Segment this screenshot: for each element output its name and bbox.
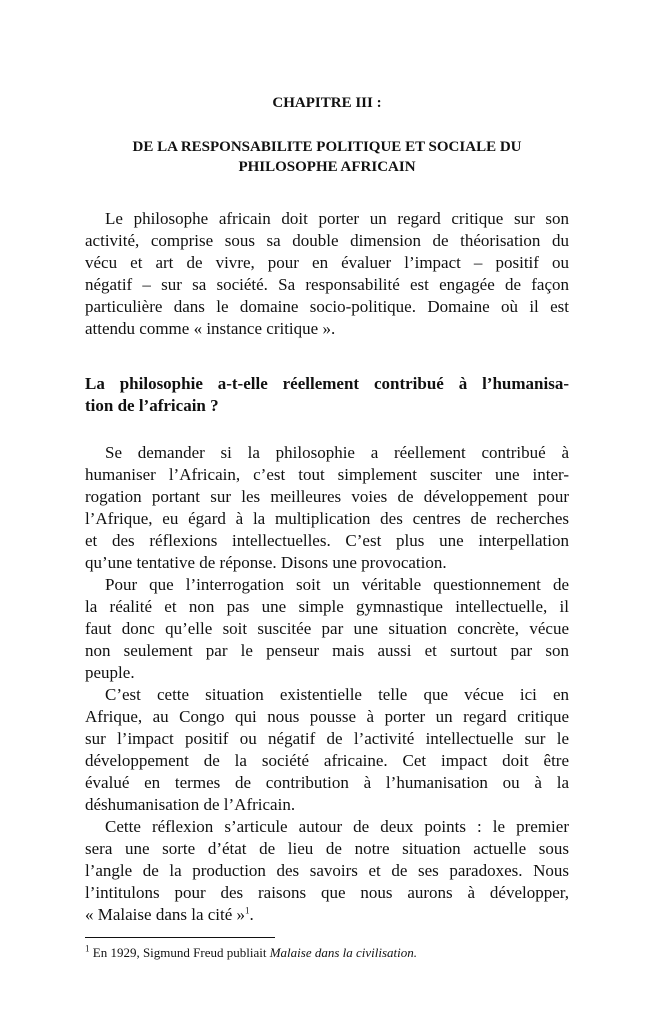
- text-line: sera une sorte d’état de lieu de notre situation actuelle sous: [85, 839, 569, 858]
- body-paragraph-4: [85, 816, 569, 926]
- text-line-segment: « Malaise dans la cité »: [85, 905, 246, 924]
- footnote-number: 1: [85, 943, 90, 954]
- text-line: sur l’impact positif ou négatif de l’activité intellectuelle sur le: [85, 729, 569, 748]
- text-line: Cette réflexion s’articule autour de deux points : le premier: [105, 817, 569, 836]
- text-line: développement de la société africaine. Cet impact doit être: [85, 751, 569, 770]
- text-line: Pour que l’interrogation soit un véritable questionnement de: [105, 575, 569, 594]
- text-line: activité, comprise sous sa double dimension de théorisation du: [85, 231, 569, 250]
- chapter-title-line-2: PHILOSOPHE AFRICAIN: [238, 159, 416, 175]
- section-heading-line-2: tion de l’africain ?: [85, 396, 219, 415]
- text-line: et des réflexions intellectuelles. C’est plus une interpellation: [85, 531, 569, 550]
- text-line: attendu comme « instance critique ».: [85, 319, 336, 338]
- text-line: Se demander si la philosophie a réellement contribué à: [105, 443, 569, 462]
- intro-paragraph: [85, 208, 569, 340]
- footnote: [85, 944, 569, 962]
- text-line: C’est cette situation existentielle telle que vécue ici en: [105, 685, 569, 704]
- text-line: évalué en termes de contribution à l’humanisation ou à la: [85, 773, 569, 792]
- text-line: déshumanisation de l’Africain.: [85, 795, 296, 814]
- text-line: la réalité et non pas une simple gymnastique intellectuelle, il: [85, 597, 569, 616]
- text-line: humaniser l’Africain, c’est tout simplement susciter une inter-: [85, 465, 569, 484]
- text-line: rogation portant sur les meilleures voies de développement pour: [85, 487, 569, 506]
- text-line: qu’une tentative de réponse. Disons une provocation.: [85, 553, 447, 572]
- text-line: Le philosophe africain doit porter un regard critique sur son: [105, 209, 569, 228]
- footnote-book-title: Malaise dans la civilisation.: [269, 945, 418, 960]
- text-line: particulière dans le domaine socio-politique. Domaine où il est: [85, 297, 569, 316]
- sentence-end: .: [249, 905, 254, 924]
- text-line: faut donc qu’elle soit suscitée par une situation concrète, vécue: [85, 619, 569, 638]
- section-heading: [85, 373, 569, 417]
- text-line: peuple.: [85, 663, 135, 682]
- body-paragraph-2: [85, 574, 569, 684]
- text-line: [85, 904, 569, 926]
- footnote-text: En 1929, Sigmund Freud publiait: [89, 945, 270, 960]
- text-line: l’angle de la production des savoirs et de ses paradoxes. Nous: [85, 861, 569, 880]
- text-line: l’intitulons pour des raisons que nous aurons à développer,: [85, 883, 569, 902]
- body-paragraph-3: [85, 684, 569, 816]
- text-line: non seulement par le penseur mais aussi et surtout par son: [85, 641, 569, 660]
- body-paragraph-1: [85, 442, 569, 574]
- text-line: vécu et art de vivre, pour en évaluer l’impact – positif ou: [85, 253, 569, 272]
- chapter-title: [85, 137, 569, 177]
- section-heading-line-1: La philosophie a-t-elle réellement contribué à l’humanisa-: [85, 374, 569, 393]
- footnote-reference[interactable]: 1: [245, 905, 250, 916]
- text-line: l’Afrique, eu égard à la multiplication des centres de recherches: [85, 509, 569, 528]
- chapter-title-line-1: DE LA RESPONSABILITE POLITIQUE ET SOCIALE DU: [132, 139, 522, 155]
- text-line: Afrique, au Congo qui nous pousse à porter un regard critique: [85, 707, 569, 726]
- footnote-divider: [85, 937, 275, 938]
- chapter-label: CHAPITRE III :: [272, 95, 382, 111]
- text-line: négatif – sur sa société. Sa responsabilité est engagée de façon: [85, 275, 569, 294]
